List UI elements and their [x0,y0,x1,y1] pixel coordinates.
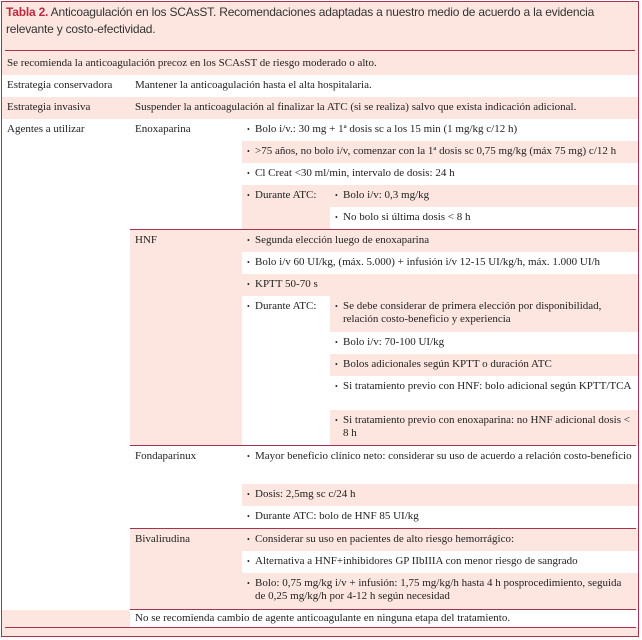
enoxaparina-item: • Cl Creat <30 ml/min, intervalo de dosis: 24 h [242,163,638,185]
bivalirudina-item: • Alternativa a HNF+inhibidores GP IIbIIIA con menor riesgo de sangrado [242,551,638,573]
hnf-atc-item: • Si tratamiento previo con enoxaparina: no HNF adicional dosis < 8 h [330,410,638,445]
bivalirudina-item: • Bolo: 0,75 mg/kg i/v + infusión: 1,75 mg/kg/h hasta 4 h posprocedimiento, seguida de 0,25 mg/kg/h por 4-12 h según necesidad [242,573,638,609]
fondaparinux-item: • Durante ATC: bolo de HNF 85 UI/kg [242,506,638,528]
hnf-item: • Bolo i/v 60 UI/kg, (máx. 5.000) + infusión i/v 12-15 UI/kg/h, máx. 1.000 UI/h [242,252,638,274]
intro-row: Se recomienda la anticoagulación precoz en los SCAsST de riesgo moderado o alto. [2,53,638,75]
hnf-atc-item: • Bolo i/v: 70-100 UI/kg [330,332,638,354]
strategy-conservative-label: Estrategia conservadora [2,75,130,97]
fondaparinux-item: • Dosis: 2,5mg sc c/24 h [242,484,638,506]
table-caption [6,4,632,38]
agent-bivalirudina: Bivalirudina [130,529,242,609]
hnf-atc-label: • Durante ATC: [242,296,330,445]
hnf-atc-item: • Bolos adicionales según KPTT o duración ATC [330,354,638,376]
hnf-atc-item: • Si tratamiento previo con HNF: bolo adicional según KPTT/TCA [330,376,638,410]
enoxaparina-item: • Bolo i/v.: 30 mg + 1ª dosis sc a los 15 min (1 mg/kg c/12 h) [242,119,638,141]
hnf-atc-item: • Se debe considerar de primera elección por disponibilidad, relación costo-beneficio y experiencia [330,296,638,332]
agents-label: Agentes a utilizar [2,119,130,610]
strategy-invasive-label: Estrategia invasiva [2,97,130,119]
caption-label: Tabla 2. [6,5,49,19]
bivalirudina-item: • Considerar su uso en pacientes de alto riesgo hemorrágico: [242,529,638,551]
footer-note: No se recomienda cambio de agente anticoagulante en ninguna etapa del tratamiento. [130,610,638,627]
agent-hnf: HNF [130,230,242,445]
bottom-rule [5,627,636,628]
strategy-invasive-text: Suspender la anticoagulación al finalizar la ATC (si se realiza) salvo que exista indicación adicional. [130,97,638,119]
caption-text: Anticoagulación en los SCAsST. Recomendaciones adaptadas a nuestro medio de acuerdo a la evidencia relevante y costo-efectividad. [6,5,595,36]
enoxaparina-atc-label: • Durante ATC: [242,185,330,229]
enoxaparina-atc-item: • No bolo si última dosis < 8 h [330,207,638,229]
fondaparinux-item: • Mayor beneficio clínico neto: considerar su uso de acuerdo a relación costo-beneficio [242,446,638,484]
hnf-item: • KPTT 50-70 s [242,274,638,296]
strategy-conservative-text: Mantener la anticoagulación hasta el alta hospitalaria. [130,75,638,97]
hnf-item: • Segunda elección luego de enoxaparina [242,230,638,252]
header-rule [5,50,635,51]
agent-fondaparinux: Fondaparinux [130,446,242,528]
enoxaparina-item: • >75 años, no bolo i/v, comenzar con la 1ª dosis sc 0,75 mg/kg (máx 75 mg) c/12 h [242,141,638,163]
enoxaparina-atc-item: • Bolo i/v: 0,3 mg/kg [330,185,638,207]
agent-enoxaparina: Enoxaparina [130,119,242,229]
